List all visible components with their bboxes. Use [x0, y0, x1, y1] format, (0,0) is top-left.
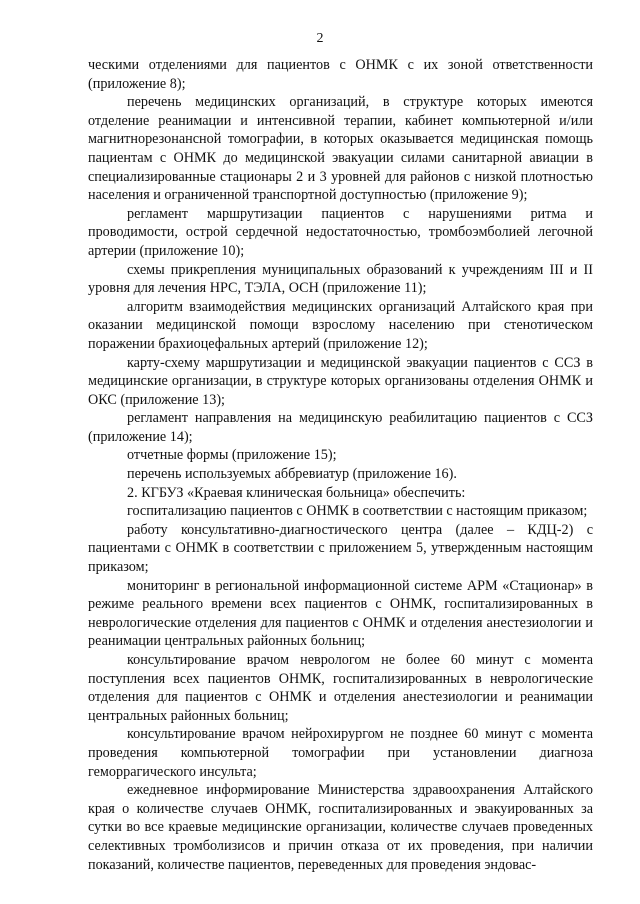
section-heading: 2. КГБУЗ «Краевая клиническая больница» обеспечить:: [127, 484, 466, 501]
page-number: 2: [316, 31, 324, 46]
paragraph: консультирование врачом нейрохирургом не позднее 60 минут с момента проведения компьютерной томографии при установлении диагноза геморрагического инсульта;: [88, 726, 593, 780]
paragraph: карту-схему маршрутизации и медицинской эвакуации пациентов с ССЗ в медицинские организации, в структуре которых организованы отделения ОНМК и ОКС (приложение 13);: [88, 354, 593, 408]
document-body: [88, 56, 593, 874]
paragraph: ческими отделениями для пациентов с ОНМК с их зоной ответственности (приложение 8);: [88, 57, 593, 92]
paragraph: перечень используемых аббревиатур (приложение 16).: [127, 466, 457, 483]
paragraph: ежедневное информирование Министерства здравоохранения Алтайского края о количестве случаев ОНМК, госпитализированных и эвакуированных за сутки во все краевые медицинские организации, количестве случаев проведенных селективных тромболизисов и причин отказа от их проведения, при наличии показаний, количестве пациентов, переведенных для проведения эндовас-: [88, 782, 593, 873]
paragraph: работу консультативно-диагностического центра (далее – КДЦ-2) с пациентами с ОНМК в соответствии с приложением 5, утвержденным настоящим приказом;: [88, 521, 593, 576]
paragraph: схемы прикрепления муниципальных образований к учреждениям III и II уровня для лечения НРС, ТЭЛА, ОСН (приложение 11);: [88, 261, 593, 297]
paragraph: регламент маршрутизации пациентов с нарушениями ритма и проводимости, острой сердечной недостаточностью, тромбоэмболией легочной артерии (приложение 10);: [88, 205, 593, 259]
paragraph: перечень медицинских организаций, в структуре которых имеются отделение реанимации и интенсивной терапии, кабинет компьютерной и/или магнитнорезонансной томографии, в которых оказывается медицинская помощь пациентам с ОНМК до медицинской эвакуации силами санитарной авиации в специализированные стационары 2 и 3 уровней для районов с низкой плотностью населения и ограниченной транспортной доступностью (приложение 9);: [88, 94, 593, 204]
paragraph: алгоритм взаимодействия медицинских организаций Алтайского края при оказании медицинской помощи взрослому населению при стенотическом поражении брахиоцефальных артерий (приложение 12);: [88, 298, 593, 352]
paragraph: консультирование врачом неврологом не более 60 минут с момента поступления всех пациентов ОНМК, госпитализированных в неврологические отделения для пациентов с ОНМК и отделения анестезиологии и реанимации центральных районных больниц;: [88, 652, 593, 724]
paragraph: мониторинг в региональной информационной системе АРМ «Стационар» в режиме реального времени всех пациентов с ОНМК, госпитализированных в неврологические отделения для пациентов с ОНМК и отделения анестезиологии и реанимации центральных районных больниц;: [88, 577, 593, 650]
paragraph: госпитализацию пациентов с ОНМК в соответствии с настоящим приказом;: [127, 503, 588, 520]
paragraph: отчетные формы (приложение 15);: [127, 447, 337, 464]
paragraph: регламент направления на медицинскую реабилитацию пациентов с ССЗ (приложение 14);: [88, 410, 593, 445]
